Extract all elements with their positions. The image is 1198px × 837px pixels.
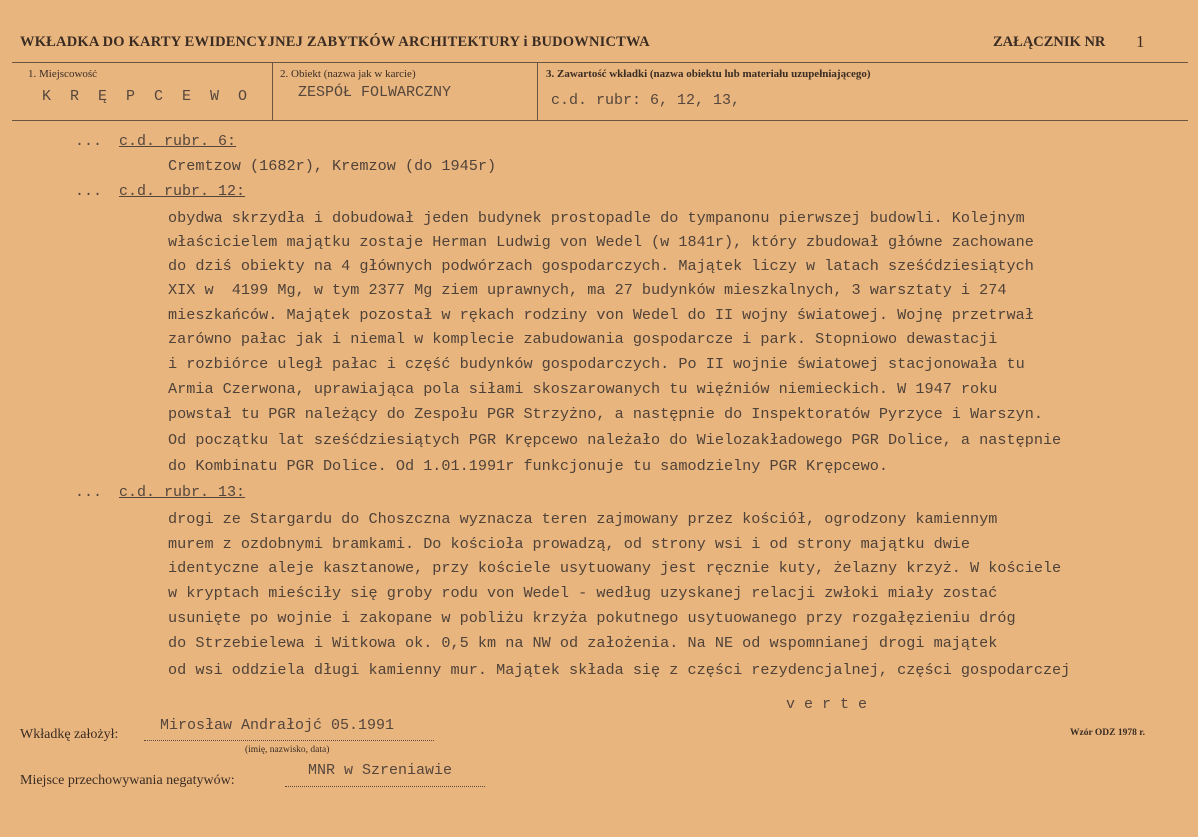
section-12-line: XIX w 4199 Mg, w tym 2377 Mg ziem uprawnych, ma 27 budynków mieszkalnych, 3 warsztaty i 274	[168, 281, 1007, 299]
section-12-line: zarówno pałac jak i niemal w komplecie zabudowania gospodarcze i park. Stopniowo dewastacji	[168, 330, 998, 348]
section-12-line: do dziś obiekty na 4 głównych podwórzach gospodarczych. Majątek liczy w latach sześćdziesiątych	[168, 257, 1034, 275]
section-12-line: mieszkańców. Majątek pozostał w rękach rodziny von Wedel do II wojny światowej. Wojnę przetrwał	[168, 306, 1034, 324]
section-13-line: drogi ze Stargardu do Choszczna wyznacza teren zajmowany przez kościół, ogrodzony kamiennym	[168, 510, 998, 528]
section-13-heading	[75, 484, 245, 501]
form-model: Wzór ODZ 1978 r.	[1070, 728, 1145, 738]
section-13-line: od wsi oddziela długi kamienny mur. Majątek składa się z części rezydencjalnej, części gospodarczej	[168, 661, 1071, 679]
section-heading-text: c.d. rubr. 6:	[119, 133, 237, 150]
section-12-line: obydwa skrzydła i dobudował jeden budynek prostopadle do tympanonu pierwszej budowli. Kolejnym	[168, 209, 1025, 227]
section-6-line: Cremtzow (1682r), Kremzow (do 1945r)	[168, 157, 497, 175]
section-13-line: murem z ozdobnymi bramkami. Do kościoła prowadzą, od strony wsi i od strony majątku dwie	[168, 535, 971, 553]
prepared-by-line	[144, 740, 434, 741]
section-12-line: powstał tu PGR należący do Zespołu PGR Strzyżno, a następnie do Inspektoratów Pyrzyce i Warszyn.	[168, 405, 1043, 423]
contents-value: c.d. rubr: 6, 12, 13,	[551, 92, 741, 109]
prepared-by-label: Wkładkę założył:	[20, 727, 119, 742]
section-13-line: do Strzebielewa i Witkowa ok. 0,5 km na NW od założenia. Na NE od wspomnianej drogi majątek	[168, 634, 998, 652]
section-heading-text: c.d. rubr. 12:	[119, 183, 246, 200]
section-12-line: i rozbiórce uległ pałac i część budynków gospodarczych. Po II wojnie światowej stacjonowała tu	[168, 355, 1025, 373]
prepared-by-value: Mirosław Andrałojć 05.1991	[160, 717, 395, 734]
object-label: 2. Obiekt (nazwa jak w karcie)	[280, 68, 416, 80]
header-top-rule	[12, 62, 1188, 63]
verte-note: v e r t e	[786, 696, 868, 713]
negatives-value: MNR w Szreniawie	[308, 762, 453, 779]
annex-number: 1	[1136, 32, 1145, 51]
object-value: ZESPÓŁ FOLWARCZNY	[298, 84, 452, 101]
section-prefix: ...	[75, 484, 103, 501]
section-12-line: do Kombinatu PGR Dolice. Od 1.01.1991r funkcjonuje tu samodzielny PGR Krępcewo.	[168, 457, 889, 475]
annex-label: ZAŁĄCZNIK NR	[993, 34, 1106, 50]
document-title: WKŁADKA DO KARTY EWIDENCYJNEJ ZABYTKÓW ARCHITEKTURY i BUDOWNICTWA	[20, 34, 650, 50]
section-12-line: Od początku lat sześćdziesiątych PGR Krępcewo należało do Wielozakładowego PGR Dolice, a następnie	[168, 431, 1062, 449]
prepared-by-hint: (imię, nazwisko, data)	[245, 745, 330, 755]
section-prefix: ...	[75, 183, 103, 200]
locality-value: K R Ę P C E W O	[42, 88, 253, 105]
section-12-heading	[75, 183, 245, 200]
section-12-line: właścicielem majątku zostaje Herman Ludwig von Wedel (w 1841r), który zbudował główne zachowane	[168, 233, 1034, 251]
negatives-label: Miejsce przechowywania negatywów:	[20, 773, 235, 788]
section-6-heading	[75, 133, 236, 150]
section-13-line: w kryptach mieściły się groby rodu von Wedel - według uzyskanej relacji zwłoki miały zostać	[168, 584, 998, 602]
section-prefix: ...	[75, 133, 103, 150]
field-divider-2	[537, 62, 538, 120]
negatives-line	[285, 786, 485, 787]
section-heading-text: c.d. rubr. 13:	[119, 484, 246, 501]
locality-label: 1. Miejscowość	[28, 68, 98, 80]
section-13-line: identyczne aleje kasztanowe, przy kościele usytuowany jest ręcznie kuty, żelazny krzyż. W kościele	[168, 559, 1062, 577]
header-bottom-rule	[12, 120, 1188, 121]
contents-label: 3. Zawartość wkładki (nazwa obiektu lub materiału uzupełniającego)	[546, 68, 871, 80]
section-12-line: Armia Czerwona, uprawiająca pola siłami skoszarowanych tu więźniów niemieckich. W 1947 roku	[168, 380, 998, 398]
section-13-line: usunięte po wojnie i zakopane w pobliżu krzyża pokutnego usytuowanego przy rozgałęzieniu dróg	[168, 609, 1016, 627]
field-divider-1	[272, 62, 273, 120]
